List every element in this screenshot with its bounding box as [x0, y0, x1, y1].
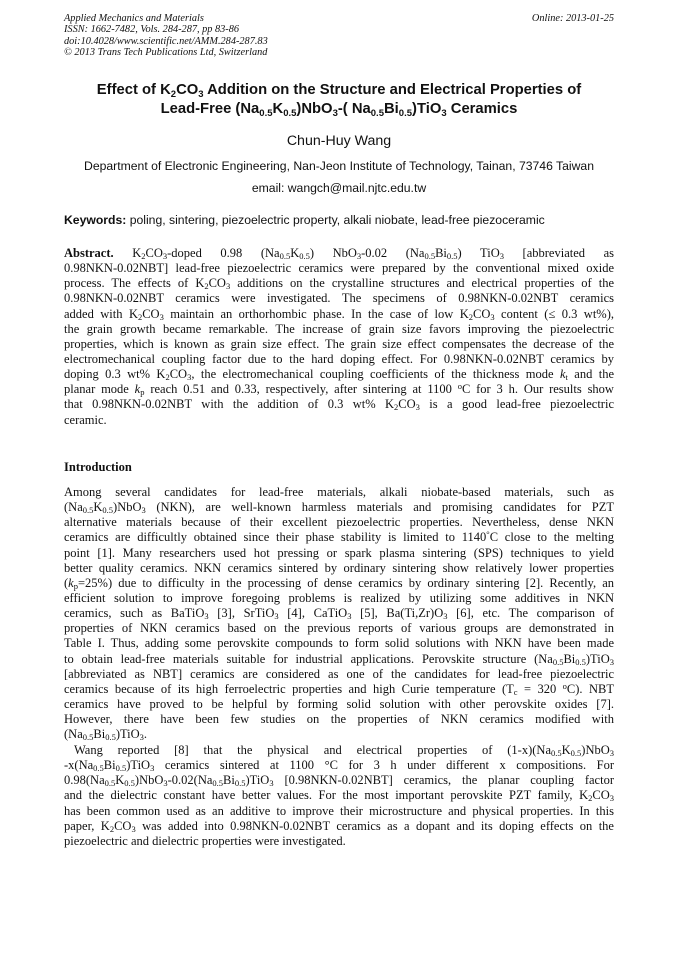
title-line-2: Lead-Free $(Na_{0.5}K_{0.5})NbO_3-$( $Na_{0.5}Bi_{0.5})TiO_3$ Ceramics: [160, 101, 518, 119]
author-email: email: wangch@mail.njtc.edu.tw: [251, 181, 427, 195]
issn-line: ISSN: 1662-7482, Vols. 284-287, pp 83-86: [64, 24, 240, 36]
journal-header: [64, 13, 268, 59]
text-line: ceramics are difficultly obtained since their phase stability is limited to 1140°C close to the melting: [64, 529, 614, 545]
text-line: Among several candidates for lead-free materials, alkali niobate-based materials, such as: [64, 485, 614, 499]
text-line: properties of NKN ceramics based on the previous reports of various groups are demonstrated in: [64, 621, 614, 636]
text-line: alternative materials because of their excellent piezoelectric properties. Nevertheless, dense NKN: [64, 515, 614, 530]
text-line: $(Na_{0.5}Bi_{0.5})TiO_3$.: [64, 727, 148, 743]
text-line: Wang reported [8] that the physical and electrical properties of $(1-x)(Na_{0.5}K_{0.5})NbO_3$: [74, 743, 614, 758]
text-line: planar mode $k_p$ reach 0.51 and 0.33, respectively, after sintering at 1100 $^o$C for 3 h. Our results show: [64, 381, 614, 398]
text-line: added with $K_2CO_3$ maintain an orthorhombic phase. In the case of low $K_2CO_3$ content (≤ 0.3 wt%),: [64, 306, 615, 322]
journal-name: Applied Mechanics and Materials: [64, 13, 204, 24]
keywords-line: [64, 213, 624, 227]
text-line: [abbreviated as NBT] ceramics are considered as one of the candidates for lead-free piezoelectric: [64, 666, 614, 681]
text-line: ceramics, such as BaTiO$_3$ [3], SrTiO$_3$ [4], CaTiO$_3$ [5], $Ba(Ti,Zr)O_3$ [6], etc. The comparison of: [64, 606, 614, 622]
text-line: $0.98(Na_{0.5}K_{0.5})NbO_3-0.02(Na_{0.5}Bi_{0.5})TiO_3$ [0.98NKN-0.02NBT] ceramics, the planar coupling factor: [64, 773, 614, 789]
text-line: doping 0.3 wt% $K_2CO_3$, the electromechanical coupling coefficients of the thickness mode $k_t$ and the: [64, 367, 614, 383]
text-line: $(k_p=25\%)$ due to difficulty in the processing of dense ceramics by ordinary sintering [2]. Recently, an: [64, 575, 614, 591]
text-line: to obtain lead-free materials suitable for industrial applications. Perovskite structure $(Na_{0.5}Bi_{0.5})TiO_3$: [64, 651, 614, 667]
text-line: that 0.98NKN-0.02NBT with the addition of 0.3 wt% $K_2CO_3$ is a good lead-free piezoelectric: [64, 397, 614, 413]
text-line: 0.98NKN-0.02NBT] lead-free piezoelectric ceramics were prepared by the conventional mixed oxide: [64, 261, 614, 276]
text-line: ceramics have proved to be helpful by forming solid solution with other perovskite oxides [7].: [64, 696, 614, 711]
keywords-text: poling, sintering, piezoelectric property, alkali niobate, lead-free piezoceramic: [126, 213, 545, 227]
introduction-paragraph-1: [64, 485, 614, 742]
text-line: Table I. Thus, adding some perovskite compounds to form solid solutions with NKN have been made: [64, 636, 614, 651]
text-line: 0.98NKN-0.02NBT ceramics were investigated. The specimens of 0.98NKN-0.02NBT ceramics: [64, 291, 614, 306]
text-line: However, there have been few studies on the properties of NKN ceramics modified with: [64, 712, 614, 727]
doi-line: doi:10.4028/www.scientific.net/AMM.284-287.83: [64, 35, 268, 47]
text-line: the grain growth became remarkable. The increase of grain size favors improving the piezoelectric: [64, 321, 614, 336]
author-affiliation: Department of Electronic Engineering, Nan-Jeon Institute of Technology, Tainan, 73746 Taiwan: [84, 159, 594, 173]
title-line-1: Effect of $K_2CO_3$ Addition on the Structure and Electrical Properties of: [96, 82, 582, 100]
text-line: has been common used as an additive to improve their microstructure and physical properties. In this: [64, 803, 614, 818]
text-line: properties, which is known as grain size effect. The grain size effect compensates the decrease of the: [64, 336, 614, 351]
abstract-paragraph: [64, 246, 614, 428]
text-line: Abstract. $K_2CO_3$-doped 0.98 $(Na_{0.5}K_{0.5})$ NbO$_3$-0.02 $(Na_{0.5}Bi_{0.5})$ TiO$_3$ [abbreviated as: [64, 246, 614, 261]
text-line: process. The effects of $K_2CO_3$ additions on the crystalline structures and electrical properties of the: [64, 276, 614, 292]
abstract-label: Abstract.: [64, 246, 114, 260]
online-date: Online: 2013-01-25: [531, 13, 614, 24]
text-line: better quality ceramics. NKN ceramics sintered by ordinary sintering show relatively lower properties: [64, 560, 614, 575]
text-line: $(Na_{0.5}K_{0.5})NbO_3$ (NKN), are well-known harmless materials and promising candidates for PZT: [64, 500, 614, 516]
introduction-heading: Introduction: [64, 460, 132, 474]
text-line: piezoelectric and dielectric properties were investigated.: [64, 833, 346, 848]
keywords-label: Keywords:: [64, 213, 127, 227]
text-line: efficient solution to improve foregoing problems is realized by utilizing some additives in NKN: [64, 590, 614, 605]
author-name: Chun-Huy Wang: [286, 133, 392, 149]
text-line: $-x(Na_{0.5}Bi_{0.5})TiO_3$ ceramics sintered at 1100 °C for 3 h under different x compositions. For: [64, 758, 614, 774]
text-line: electromechanical coupling factor due to the hard doping effect. For 0.98NKN-0.02NBT ceramics by: [64, 351, 614, 366]
text-line: ceramic.: [64, 412, 107, 427]
paper-title: [40, 81, 638, 119]
introduction-paragraph-2: [64, 743, 614, 849]
copyright-line: © 2013 Trans Tech Publications Ltd, Switzerland: [64, 47, 268, 59]
text-line: point [1]. Many researchers used hot pressing or spark plasma sintering (SPS) techniques to yield: [64, 545, 614, 560]
text-line: ceramics because of its high ferroelectric properties and high Curie temperature ($T_c = 320$ $^o$C). NBT: [64, 680, 614, 697]
text-line: and the dielectric constant have better values. For the most important perovskite PZT family, $K_2CO_3$: [64, 788, 614, 804]
text-line: paper, $K_2CO_3$ was added into 0.98NKN-0.02NBT ceramics as a dopant and its doping effects on the: [64, 818, 614, 834]
